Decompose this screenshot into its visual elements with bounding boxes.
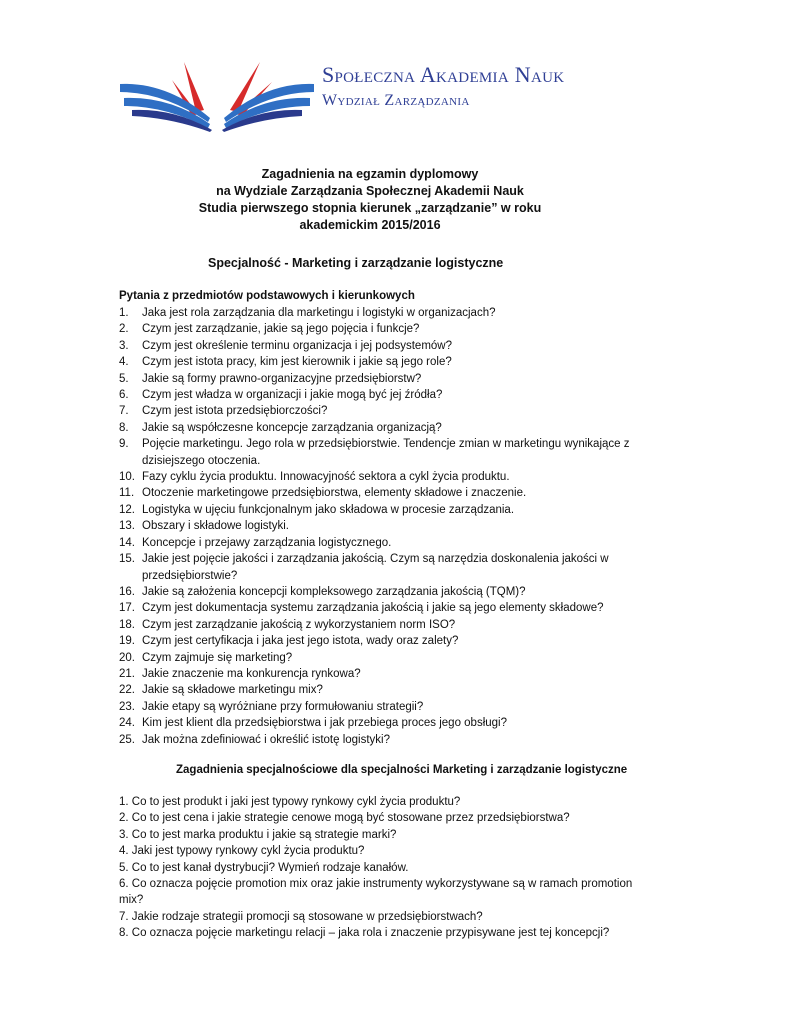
question-text: Koncepcje i przejawy zarządzania logistycznego. <box>142 536 392 549</box>
question-number: 3. <box>119 339 129 352</box>
question-item <box>119 518 689 534</box>
question-number: 14. <box>119 536 135 549</box>
question-item <box>119 810 689 826</box>
question-item <box>119 584 689 600</box>
question-text: Jakie są składowe marketingu mix? <box>142 684 323 697</box>
question-item <box>119 843 689 859</box>
question-text: Czym zajmuje się marketing? <box>142 651 293 664</box>
question-number: 20. <box>119 651 135 664</box>
question-number: 23. <box>119 700 135 713</box>
question-item <box>119 600 689 616</box>
specialty-questions-list <box>119 794 689 942</box>
question-text-continued: mix? <box>119 894 144 907</box>
question-number: 1. <box>119 307 129 319</box>
question-text: Jakie są założenia koncepcji kompleksowego zarządzania jakością (TQM)? <box>142 585 526 598</box>
question-item <box>119 403 689 419</box>
question-item <box>119 827 689 843</box>
question-item <box>119 551 689 584</box>
basic-questions-list <box>119 305 689 748</box>
question-text: Otoczenie marketingowe przedsiębiorstwa, elementy składowe i znaczenie. <box>142 487 527 500</box>
question-number: 6. <box>119 389 129 402</box>
question-item <box>119 321 689 337</box>
question-item <box>119 387 689 403</box>
question-text: Czym jest dokumentacja systemu zarządzania jakością i jakie są jego elementy składowe? <box>142 602 604 615</box>
question-text: Logistyka w ujęciu funkcjonalnym jako składowa w procesie zarządzania. <box>142 503 515 516</box>
question-item <box>119 420 689 436</box>
question-text: 6. Co oznacza pojęcie promotion mix oraz jakie instrumenty wykorzystywane są w ramach promotion <box>119 878 633 891</box>
question-number: 11. <box>119 487 135 500</box>
question-item <box>119 354 689 370</box>
question-text: Czym jest zarządzanie, jakie są jego pojęcia i funkcje? <box>142 323 420 336</box>
question-item <box>119 732 689 748</box>
question-text: Jaka jest rola zarządzania dla marketingu i logistyki w organizacjach? <box>142 307 496 319</box>
question-text: 8. Co oznacza pojęcie marketingu relacji – jaka rola i znaczenie przypisywane jest tej koncepcji? <box>119 927 610 940</box>
question-item <box>119 876 689 909</box>
question-item <box>119 682 689 698</box>
question-text: Jakie są formy prawno-organizacyjne przedsiębiorstw? <box>142 372 422 385</box>
question-number: 13. <box>119 520 135 533</box>
specialty-heading: Specjalność - Marketing i zarządzanie logistyczne <box>208 256 504 270</box>
section-heading-basic-questions: Pytania z przedmiotów podstawowych i kierunkowych <box>119 290 415 302</box>
department-name: Wydział Zarządzania <box>322 92 470 109</box>
question-text: Jakie jest pojęcie jakości i zarządzania jakością. Czym są narzędzia doskonalenia jakości w <box>142 553 609 566</box>
question-item <box>119 633 689 649</box>
question-number: 15. <box>119 553 135 566</box>
question-text: Jak można zdefiniować i określić istotę logistyki? <box>142 733 390 746</box>
question-text: Jakie są współczesne koncepcje zarządzania organizacją? <box>142 421 442 434</box>
question-text: 3. Co to jest marka produktu i jakie są strategie marki? <box>119 828 397 841</box>
question-number: 10. <box>119 471 135 484</box>
question-number: 24. <box>119 717 135 730</box>
question-text: Kim jest klient dla przedsiębiorstwa i jak przebiega proces jego obsługi? <box>142 717 507 730</box>
question-number: 12. <box>119 503 135 516</box>
question-number: 21. <box>119 667 135 680</box>
question-item <box>119 925 689 941</box>
question-item <box>119 617 689 633</box>
open-book-logo-icon <box>112 52 322 132</box>
question-text: 4. Jaki jest typowy rynkowy cykl życia produktu? <box>119 845 365 858</box>
title-line: na Wydziale Zarządzania Społecznej Akademii Nauk <box>216 184 524 198</box>
document-title <box>160 166 580 234</box>
question-text: Jakie znaczenie ma konkurencja rynkowa? <box>142 667 361 680</box>
title-line: Studia pierwszego stopnia kierunek „zarządzanie” w roku <box>198 201 542 215</box>
question-number: 16. <box>119 585 135 598</box>
question-number: 4. <box>119 356 129 369</box>
question-number: 2. <box>119 323 129 336</box>
question-text: Czym jest istota przedsiębiorczości? <box>142 405 328 418</box>
question-item <box>119 666 689 682</box>
question-text: Czym jest władza w organizacji i jakie mogą być jej źródła? <box>142 389 443 402</box>
question-item <box>119 535 689 551</box>
question-number: 8. <box>119 421 129 434</box>
question-item <box>119 485 689 501</box>
question-text: Czym jest istota pracy, kim jest kierownik i jakie są jego role? <box>142 356 452 369</box>
question-text: 7. Jakie rodzaje strategii promocji są stosowane w przedsiębiorstwach? <box>119 910 483 923</box>
question-text-continued: przedsiębiorstwie? <box>142 569 238 582</box>
question-item <box>119 371 689 387</box>
question-item <box>119 469 689 485</box>
organization-name: Społeczna Akademia Nauk <box>322 62 565 87</box>
question-number: 22. <box>119 684 135 697</box>
question-number: 18. <box>119 618 135 631</box>
question-text: Czym jest certyfikacja i jaka jest jego istota, wady oraz zalety? <box>142 635 459 648</box>
question-item <box>119 860 689 876</box>
question-text: Fazy cyklu życia produktu. Innowacyjność sektora a cykl życia produktu. <box>142 471 510 484</box>
question-text: 2. Co to jest cena i jakie strategie cenowe mogą być stosowane przez przedsiębiorstwa? <box>119 812 570 825</box>
question-text: 1. Co to jest produkt i jaki jest typowy rynkowy cykl życia produktu? <box>119 796 461 808</box>
question-item <box>119 305 689 321</box>
question-item <box>119 699 689 715</box>
question-text: 5. Co to jest kanał dystrybucji? Wymień rodzaje kanałów. <box>119 861 409 874</box>
question-text: Jakie etapy są wyróżniane przy formułowaniu strategii? <box>142 700 424 713</box>
question-item <box>119 909 689 925</box>
question-number: 7. <box>119 405 129 418</box>
question-text: Pojęcie marketingu. Jego rola w przedsiębiorstwie. Tendencje zmian w marketingu wynikające z <box>142 438 630 451</box>
title-line: Zagadnienia na egzamin dyplomowy <box>261 167 479 181</box>
question-text-continued: dzisiejszego otoczenia. <box>142 454 261 467</box>
question-number: 25. <box>119 733 135 746</box>
question-number: 19. <box>119 635 135 648</box>
question-item <box>119 715 689 731</box>
section-heading-specialty-questions: Zagadnienia specjalnościowe dla specjalności Marketing i zarządzanie logistyczne <box>176 764 628 776</box>
question-item <box>119 794 689 810</box>
question-item <box>119 338 689 354</box>
question-item <box>119 502 689 518</box>
question-text: Czym jest zarządzanie jakością z wykorzystaniem norm ISO? <box>142 618 456 631</box>
question-number: 17. <box>119 602 135 615</box>
question-item <box>119 650 689 666</box>
question-text: Czym jest określenie terminu organizacja i jej podsystemów? <box>142 339 452 352</box>
question-number: 5. <box>119 372 129 385</box>
question-number: 9. <box>119 438 129 451</box>
question-item <box>119 436 689 469</box>
title-line: akademickim 2015/2016 <box>299 218 441 232</box>
question-text: Obszary i składowe logistyki. <box>142 520 289 533</box>
